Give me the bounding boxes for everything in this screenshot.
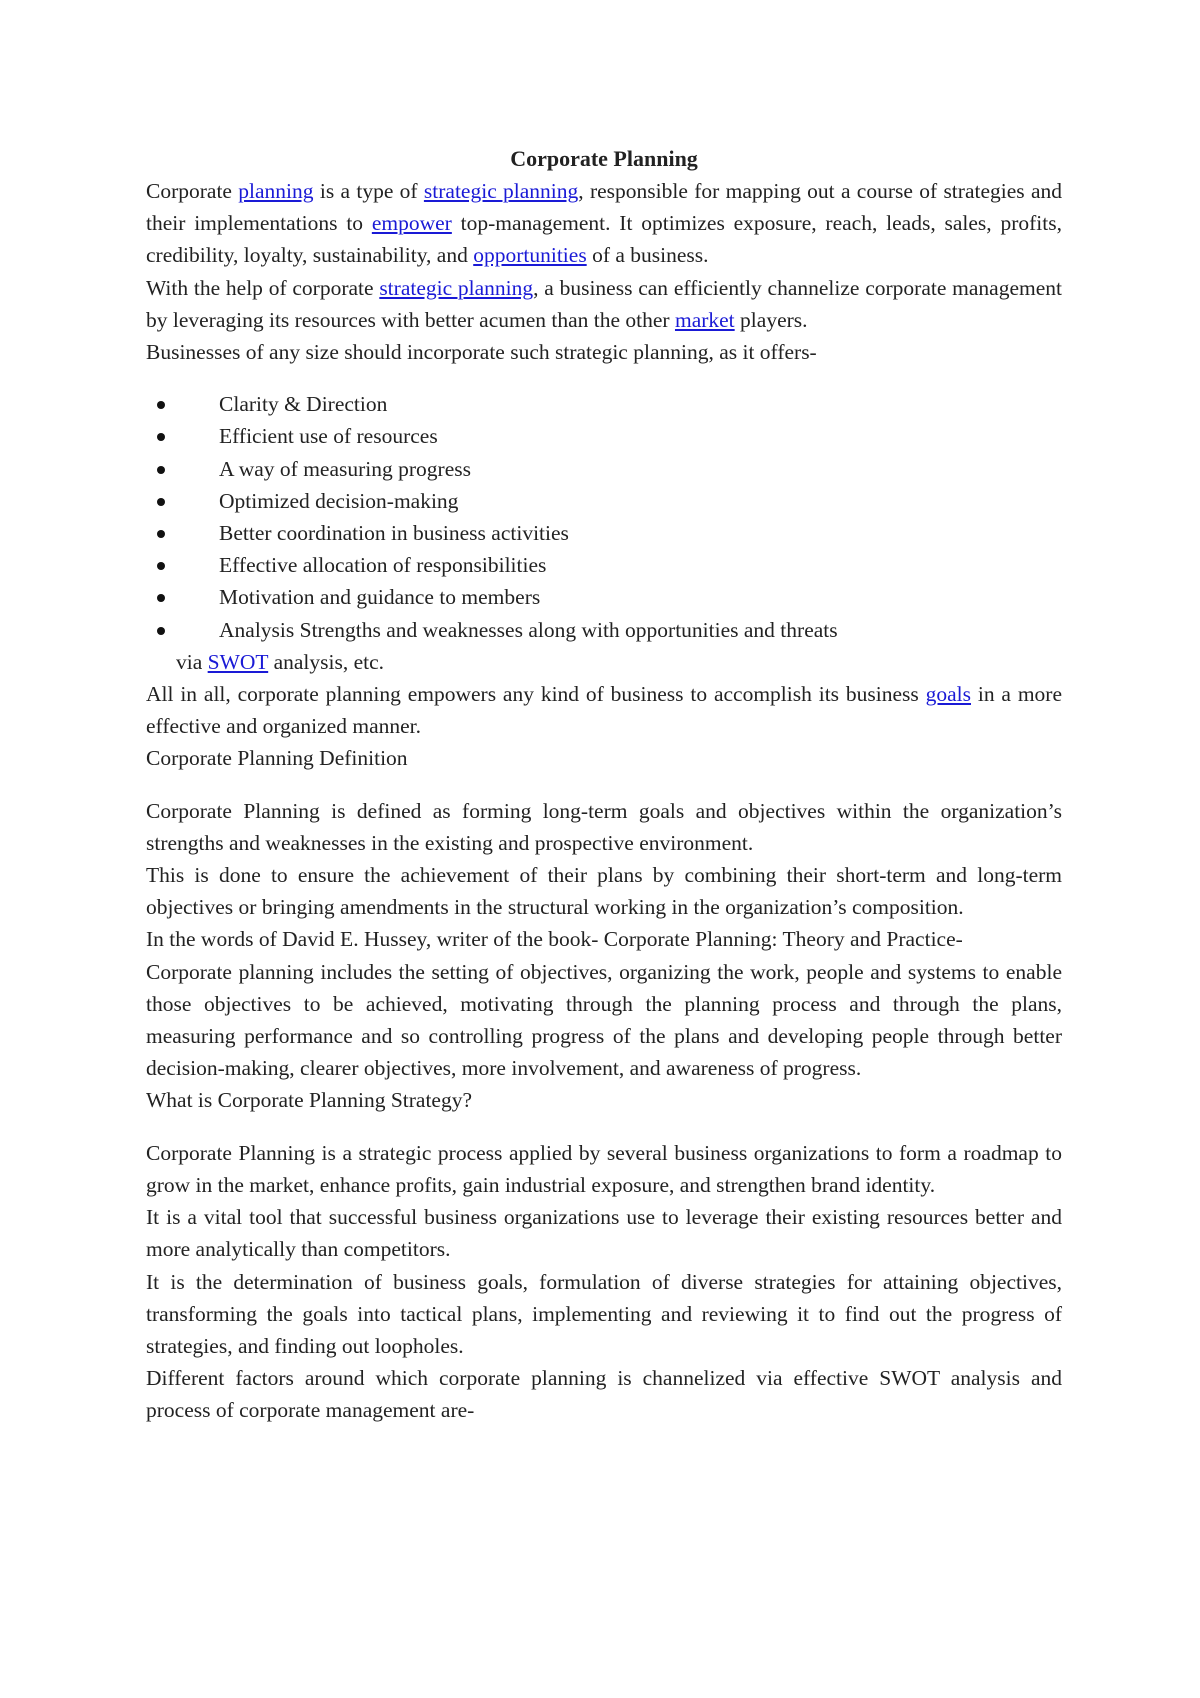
bullet-icon [157, 498, 165, 506]
list-item: Optimized decision-making [146, 485, 1062, 517]
bullet-icon [157, 530, 165, 538]
intro-text-5: of a business. [586, 243, 709, 268]
intro-text-1: Corporate [146, 179, 239, 203]
goals-link[interactable]: goals [925, 682, 971, 707]
list-item: Effective allocation of responsibilities [146, 549, 1062, 581]
benefits-list [146, 388, 1062, 678]
definition-paragraph-4: Corporate planning includes the setting of objectives, organizing the work, people and systems to enable those objectives to be achieved, motivating through the planning process and through the plans, measuring performance and so controlling progress of the plans and developing people through better decision-making, clearer objectives, more involvement, and awareness of progress. [146, 959, 1062, 1081]
list-item: Analysis Strengths and weaknesses along with opportunities and threats via SWOT analysis, etc. [146, 614, 1062, 678]
strategy-paragraph-4: Different factors around which corporate planning is channelized via effective SWOT analysis and process of corporate management are- [146, 1366, 1062, 1423]
strategic-planning-link-2[interactable]: strategic planning [379, 275, 534, 300]
strategic-planning-link[interactable]: strategic planning [423, 179, 579, 203]
heading-strategy: What is Corporate Planning Strategy? [146, 1088, 473, 1113]
strategy-paragraph-3: It is the determination of business goals, formulation of diverse strategies for attaining objectives, transforming the goals into tactical plans, implementing and reviewing it to find out the progress of strategies, and finding out loopholes. [146, 1269, 1062, 1358]
bullet-icon [157, 594, 165, 602]
swot-link[interactable]: SWOT [207, 649, 269, 674]
para2-text-2: , a business can efficiently channelize corporate management by leveraging its resources with better acumen than the other [146, 275, 1062, 332]
intro-text-2: is a type of [313, 179, 424, 203]
bullet-icon [157, 433, 165, 441]
strategy-paragraph-1: Corporate Planning is a strategic process applied by several business organizations to form a roadmap to grow in the market, enhance profits, gain industrial exposure, and strengthen brand identity. [146, 1140, 1062, 1197]
definition-paragraph-3: In the words of David E. Hussey, writer of the book- Corporate Planning: Theory and Practice- [146, 927, 963, 952]
definition-paragraph-2: This is done to ensure the achievement of their plans by combining their short-term and long-term objectives or bringing amendments in the structural working in the organization’s composition. [146, 863, 1062, 920]
para2-text-1: With the help of corporate [146, 275, 380, 300]
bullet-icon [157, 466, 165, 474]
bullet-icon [157, 401, 165, 409]
list-item: Motivation and guidance to members [146, 581, 1062, 613]
heading-definition: Corporate Planning Definition [146, 746, 408, 771]
list-item: Efficient use of resources [146, 420, 1062, 452]
bullet-icon [157, 627, 165, 635]
page-title: Corporate Planning [510, 146, 698, 171]
strategy-paragraph-2: It is a vital tool that successful business organizations use to leverage their existing resources better and more analytically than competitors. [146, 1205, 1062, 1262]
document-body [146, 143, 1062, 1427]
paragraph-3: Businesses of any size should incorporate such strategic planning, as it offers- [146, 340, 817, 365]
para2-text-3: players. [734, 307, 808, 332]
bullet-icon [157, 562, 165, 570]
planning-link[interactable]: planning [238, 179, 314, 203]
market-link[interactable]: market [674, 307, 735, 332]
opportunities-link[interactable]: opportunities [473, 243, 587, 268]
summary-paragraph: All in all, corporate planning empowers any kind of business to accomplish its business goals in a more effective and organized manner. [146, 682, 1062, 739]
paragraph-2 [146, 272, 1062, 336]
intro-text-3: , responsible for mapping out a course of strategies and their implementations to [146, 179, 1062, 236]
list-item: Clarity & Direction [146, 388, 1062, 420]
empower-link[interactable]: empower [371, 211, 452, 236]
list-item: A way of measuring progress [146, 453, 1062, 485]
list-item: Better coordination in business activities [146, 517, 1062, 549]
intro-paragraph [146, 175, 1062, 272]
definition-paragraph-1: Corporate Planning is defined as forming long-term goals and objectives within the organization’s strengths and weaknesses in the existing and prospective environment. [146, 798, 1062, 855]
intro-text-4: top-management. It optimizes exposure, reach, leads, sales, profits, credibility, loyalty, sustainability, and [146, 211, 1062, 268]
